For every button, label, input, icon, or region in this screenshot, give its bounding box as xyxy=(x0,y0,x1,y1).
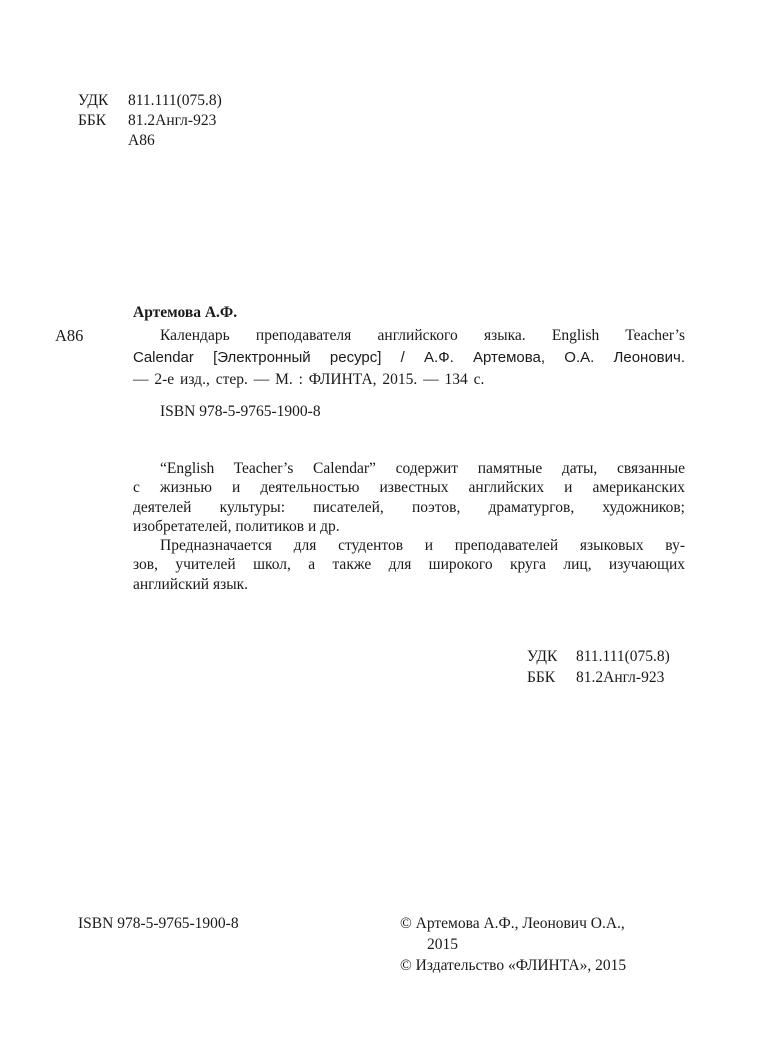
annotation-line: английский язык. xyxy=(133,575,249,593)
isbn-main: ISBN 978-5-9765-1900-8 xyxy=(160,403,321,420)
bbk-value: 81.2Англ-923 xyxy=(128,112,217,129)
classification-codes-top xyxy=(78,91,222,151)
annotation xyxy=(133,459,685,594)
cutter-code-side: А86 xyxy=(55,326,84,345)
biblio-line: Calendar [Электронный ресурс] / А.Ф. Артемова, О.А. Леонович. xyxy=(133,349,685,366)
copyright-year: 2015 xyxy=(427,936,458,953)
annotation-line: зов, учителей школ, а также для широкого круга лиц, изучающих xyxy=(133,556,685,574)
bibliographic-record xyxy=(133,326,685,392)
bbk-label: ББК xyxy=(527,669,556,686)
annotation-line: изобретателей, политиков и др. xyxy=(133,517,340,535)
udk-value: 811.111(075.8) xyxy=(576,648,670,665)
classification-codes-right xyxy=(527,647,670,689)
biblio-line: Календарь преподавателя английского языка. English Teacher’s xyxy=(160,327,685,344)
copyright-authors: © Артемова А.Ф., Леонович О.А., xyxy=(400,915,625,932)
annotation-line: деятелей культуры: писателей, поэтов, драматургов, художников; xyxy=(133,498,685,516)
udk-value: 811.111(075.8) xyxy=(128,92,222,109)
biblio-line: — 2-е изд., стер. — М. : ФЛИНТА, 2015. — 134 с. xyxy=(133,371,485,388)
annotation-line: Предназначается для студентов и преподавателей языковых ву- xyxy=(160,537,685,555)
cutter-code: А86 xyxy=(128,132,155,149)
bbk-label: ББК xyxy=(78,112,107,129)
annotation-line: с жизнью и деятельностью известных английских и американских xyxy=(133,479,685,497)
isbn-bottom: ISBN 978-5-9765-1900-8 xyxy=(78,915,239,932)
copyright-publisher: © Издательство «ФЛИНТА», 2015 xyxy=(400,957,627,974)
bbk-value: 81.2Англ-923 xyxy=(576,669,665,686)
copyright-block xyxy=(400,914,626,977)
udk-label: УДК xyxy=(527,648,558,665)
annotation-line: “English Teacher’s Calendar” содержит памятные даты, связанные xyxy=(160,460,685,477)
author-heading: Артемова А.Ф. xyxy=(133,304,238,321)
udk-label: УДК xyxy=(78,92,109,109)
